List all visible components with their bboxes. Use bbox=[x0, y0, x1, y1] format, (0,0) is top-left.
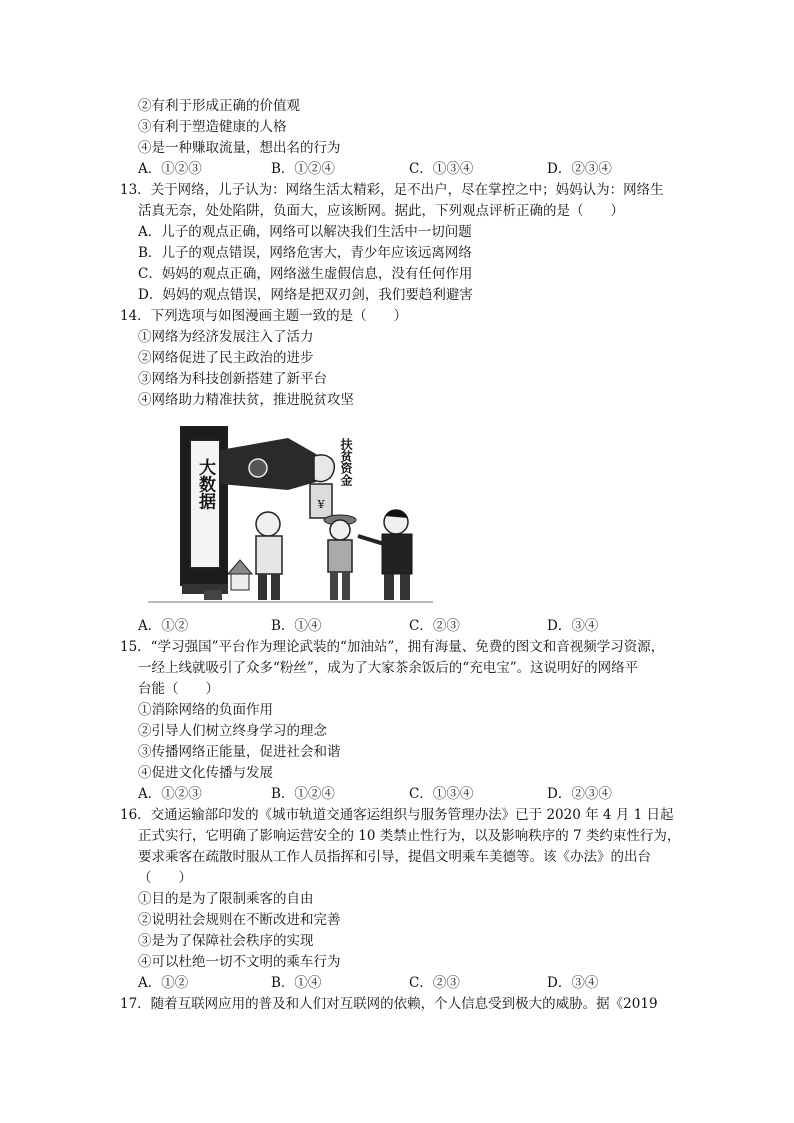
q15-stem-line1: 15．“学习强国”平台作为理论武装的“加油站”，拥有海量、免费的图文和音视频学习资源， bbox=[120, 639, 665, 655]
q13-stem-line2: 活真无奈，处处陷阱，负面大，应该断网。据此，下列观点评析正确的是（ ） bbox=[138, 203, 624, 219]
q13-choice-a: A．儿子的观点正确，网络可以解决我们生活中一切问题 bbox=[138, 224, 472, 240]
q14-stem: 14．下列选项与如图漫画主题一致的是（ ） bbox=[120, 308, 408, 324]
q16-item-4: ④可以杜绝一切不文明的乘车行为 bbox=[138, 954, 341, 970]
house-roof bbox=[228, 560, 252, 574]
q16-item-1: ①目的是为了限制乘客的自由 bbox=[138, 891, 314, 907]
man-leg-left bbox=[384, 574, 394, 600]
q16-item-2: ②说明社会规则在不断改进和完善 bbox=[138, 912, 341, 928]
yen-label: ¥ bbox=[317, 498, 325, 511]
screen-text: 大数据 bbox=[195, 458, 215, 510]
q14-option-c: C．②③ bbox=[409, 618, 460, 634]
q15-option-d: D．②③④ bbox=[547, 786, 612, 802]
q14-item-1: ①网络为经济发展注入了活力 bbox=[138, 329, 314, 345]
q16-option-c: C．②③ bbox=[409, 975, 460, 991]
q15-option-b: B．①②④ bbox=[271, 786, 335, 802]
q15-stem-line3: 台能（ ） bbox=[138, 681, 219, 697]
old-man-leg-left bbox=[258, 574, 267, 600]
q12-option-c: C．①③④ bbox=[409, 161, 474, 177]
old-man-body bbox=[256, 536, 282, 574]
q14-item-3: ③网络为科技创新搭建了新平台 bbox=[138, 371, 327, 387]
q15-item-2: ②引导人们树立终身学习的理念 bbox=[138, 723, 327, 739]
q16-stem-line4: （ ） bbox=[138, 870, 192, 886]
big-data-poverty-cartoon bbox=[138, 424, 438, 608]
q14-option-b: B．①④ bbox=[271, 618, 322, 634]
poverty-fund-label: 扶贫资金 bbox=[339, 438, 353, 486]
child-head bbox=[330, 520, 350, 540]
q12-item-3: ③有利于塑造健康的人格 bbox=[138, 119, 287, 135]
q12-item-2: ②有利于形成正确的价值观 bbox=[138, 98, 300, 114]
man-arm bbox=[358, 536, 384, 544]
q16-option-a: A．①② bbox=[138, 975, 189, 991]
q15-item-3: ③传播网络正能量，促进社会和谐 bbox=[138, 744, 341, 760]
house-body bbox=[231, 574, 249, 590]
q13-choice-c: C．妈妈的观点正确，网络滋生虚假信息，没有任何作用 bbox=[138, 266, 473, 282]
q17-stem-line1: 17．随着互联网应用的普及和人们对互联网的依赖，个人信息受到极大的威胁。据《2019 bbox=[120, 996, 658, 1012]
old-man-leg-right bbox=[271, 574, 280, 600]
q16-stem-line2: 正式实行，它明确了影响运营安全的 10 类禁止性行为，以及影响秩序的 7 类约束性行为， bbox=[138, 828, 681, 844]
q12-item-4: ④是一种赚取流量，想出名的行为 bbox=[138, 140, 341, 156]
q16-stem-line3: 要求乘客在疏散时服从工作人员指挥和引导，提倡文明乘车美德等。该《办法》的出台 bbox=[138, 849, 651, 865]
q12-option-d: D．②③④ bbox=[547, 161, 612, 177]
q16-stem-line1: 16．交通运输部印发的《城市轨道交通客运组织与服务管理办法》已于 2020 年 4 月 1 日起 bbox=[120, 807, 674, 823]
q16-option-b: B．①④ bbox=[271, 975, 322, 991]
q14-option-a: A．①② bbox=[138, 618, 189, 634]
child-body bbox=[328, 540, 352, 572]
q16-option-d: D．③④ bbox=[547, 975, 599, 991]
man-leg-right bbox=[400, 574, 410, 600]
q12-option-b: B．①②④ bbox=[271, 161, 335, 177]
q13-choice-d: D．妈妈的观点错误，网络是把双刃剑，我们要趋利避害 bbox=[138, 287, 473, 303]
hand-icon bbox=[314, 455, 334, 482]
car-icon bbox=[204, 590, 222, 600]
q15-item-4: ④促进文化传播与发展 bbox=[138, 765, 273, 781]
q15-option-c: C．①③④ bbox=[409, 786, 474, 802]
emblem-icon bbox=[249, 459, 267, 477]
q15-option-a: A．①②③ bbox=[138, 786, 202, 802]
child-leg-right bbox=[342, 572, 350, 600]
old-man-head bbox=[256, 512, 280, 536]
man-suit bbox=[382, 534, 412, 574]
q14-option-d: D．③④ bbox=[547, 618, 599, 634]
q15-stem-line2: 一经上线就吸引了众多“粉丝”，成为了大家茶余饭后的“充电宝”。这说明好的网络平 bbox=[138, 660, 639, 676]
q13-choice-b: B．儿子的观点错误，网络危害大，青少年应该远离网络 bbox=[138, 245, 472, 261]
q16-item-3: ③是为了保障社会秩序的实现 bbox=[138, 933, 314, 949]
q13-stem-line1: 13．关于网络，儿子认为：网络生活太精彩，足不出户，尽在掌控之中；妈妈认为：网络生 bbox=[120, 182, 664, 198]
q15-item-1: ①消除网络的负面作用 bbox=[138, 702, 273, 718]
arm-sleeve bbox=[220, 438, 316, 490]
q12-option-a: A．①②③ bbox=[138, 161, 202, 177]
child-leg-left bbox=[330, 572, 338, 600]
q14-item-2: ②网络促进了民主政治的进步 bbox=[138, 350, 314, 366]
q14-item-4: ④网络助力精准扶贫，推进脱贫攻坚 bbox=[138, 392, 354, 408]
